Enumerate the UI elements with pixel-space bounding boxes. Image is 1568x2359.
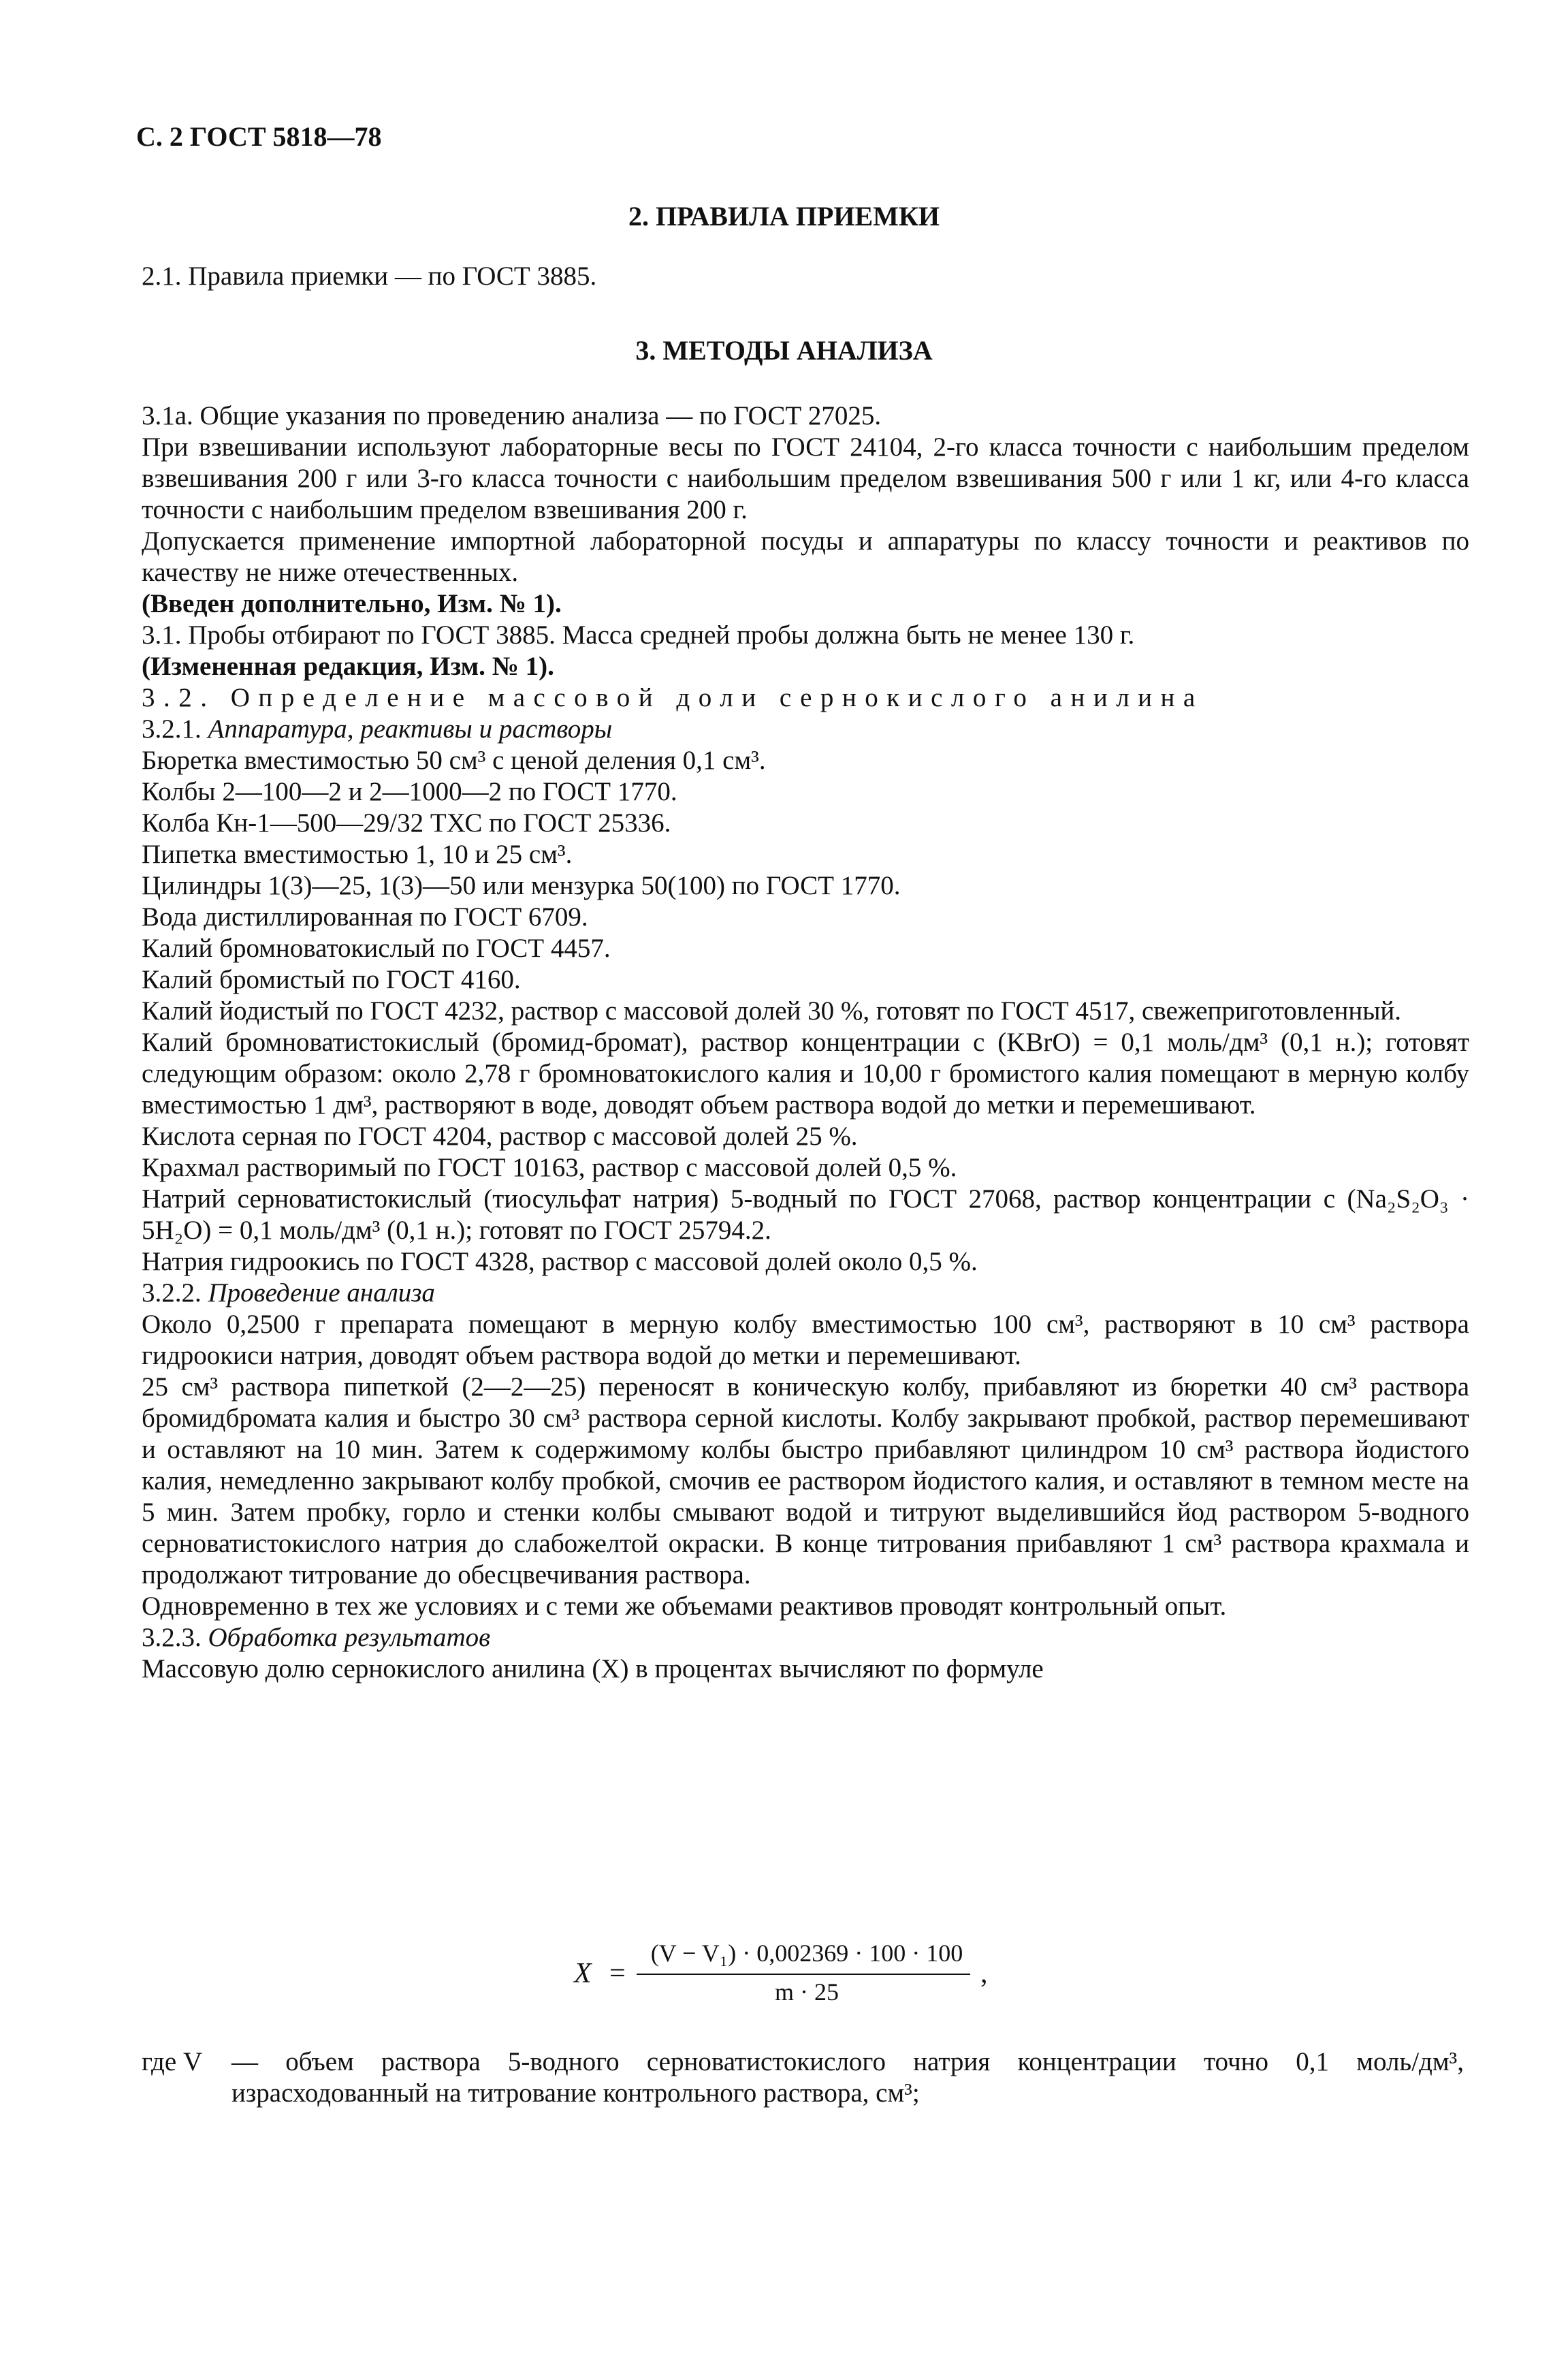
item-cylinders: Цилиндры 1(3)—25, 1(3)—50 или мензурка 50(100) по ГОСТ 1770.	[142, 871, 901, 900]
formula-equals: =	[609, 1958, 626, 1989]
item-starch: Крахмал растворимый по ГОСТ 10163, раствор с массовой долей 0,5 %.	[142, 1153, 957, 1182]
item-burette: Бюретка вместимостью 50 см³ с ценой деления 0,1 см³.	[142, 746, 766, 775]
where-label: где V	[142, 2047, 203, 2076]
section-2-title: 2. ПРАВИЛА ПРИЕМКИ	[628, 201, 940, 232]
where-definition	[231, 2046, 1464, 2109]
paragraph-3-2-heading: 3.2. Определение массовой доли сернокислого анилина	[142, 683, 1204, 712]
section-3-title: 3. МЕТОДЫ АНАЛИЗА	[635, 335, 933, 366]
paragraph-procedure-1: Около 0,2500 г препарата помещают в мерную колбу вместимостью 100 см³, растворяют в 10 см³ раствора гидроокиси натрия, доводят объем раствора водой до метки и перемешивают.	[142, 1310, 1469, 1370]
formula-fraction-bar	[637, 1974, 970, 1975]
item-pipette: Пипетка вместимостью 1, 10 и 25 см³.	[142, 840, 573, 869]
where-definition-text: — объем раствора 5-водного серноватистокислого натрия концентрации точно 0,1 моль/дм³, израсходованный на титрование контрольного раствора, см³;	[231, 2047, 1464, 2108]
subheading-3-2-2	[142, 1278, 1469, 1309]
subheading-3-2-1-number: 3.2.1.	[142, 714, 208, 744]
formula	[0, 1934, 1568, 2009]
subheading-3-2-3-title: Обработка результатов	[208, 1623, 491, 1652]
formula-numerator: (V − V₁) · 0,002369 · 100 · 100	[650, 1940, 963, 1967]
item-bromide-bromate: Калий бромноватистокислый (бромид-бромат), раствор концентрации c (KBrO) = 0,1 моль/дм³ (0,1 н.); готовят следующим образом: около 2,78 г бромноватокислого калия и 10,00 г бромистого калия помещают в мерную колбу вместимостью 1 дм³, растворяют в воде, доводят объем раствора водой до метки и перемешивают.	[142, 1028, 1469, 1120]
paragraph-3-1a: 3.1а. Общие указания по проведению анализа — по ГОСТ 27025.	[142, 401, 882, 430]
amendment-note-2: (Измененная редакция, Изм. № 1).	[142, 652, 554, 681]
subheading-3-2-1	[142, 714, 1469, 745]
section-2-body	[142, 261, 1469, 292]
paragraph-3-1: 3.1. Пробы отбирают по ГОСТ 3885. Масса средней пробы должна быть не менее 130 г.	[142, 620, 1135, 650]
subheading-3-2-3-number: 3.2.3.	[142, 1623, 208, 1652]
paragraph-control-test: Одновременно в тех же условиях и с теми же объемами реактивов проводят контрольный опыт.	[142, 1592, 1227, 1621]
paragraph-formula-intro: Массовую долю сернокислого анилина (X) в процентах вычисляют по формуле	[142, 1654, 1044, 1683]
item-potassium-iodide: Калий йодистый по ГОСТ 4232, раствор с массовой долей 30 %, готовят по ГОСТ 4517, свежеприготовленный.	[142, 996, 1402, 1026]
formula-denominator: m · 25	[775, 1978, 839, 2006]
subheading-3-2-2-number: 3.2.2.	[142, 1278, 208, 1308]
subheading-3-2-3	[142, 1622, 1469, 1653]
item-sodium-thiosulfate: Натрий серноватистокислый (тиосульфат натрия) 5-водный по ГОСТ 27068, раствор концентрации c (Na₂S₂O₃ · 5H₂O) = 0,1 моль/дм³ (0,1 н.); готовят по ГОСТ 25794.2.	[142, 1184, 1469, 1245]
formula-comma: ,	[980, 1958, 988, 1989]
subheading-3-2-1-title: Аппаратура, реактивы и растворы	[208, 714, 613, 744]
paragraph-imported: Допускается применение импортной лабораторной посуды и аппаратуры по классу точности и реактивов по качеству не ниже отечественных.	[142, 526, 1469, 587]
paragraph-2-1: 2.1. Правила приемки — по ГОСТ 3885.	[142, 262, 597, 291]
item-water: Вода дистиллированная по ГОСТ 6709.	[142, 902, 588, 932]
item-flasks: Колбы 2—100—2 и 2—1000—2 по ГОСТ 1770.	[142, 777, 677, 806]
paragraph-procedure-2: 25 см³ раствора пипеткой (2—2—25) переносят в коническую колбу, прибавляют из бюретки 40 см³ раствора бромидброматa калия и быстро 30 см³ раствора серной кислоты. Колбу закрывают пробкой, раствор перемешивают и оставляют на 10 мин. Затем к содержимому колбы быстро прибавляют цилиндром 10 см³ раствора йодистого калия, немедленно закрывают колбу пробкой, смочив ее раствором йодистого калия, и оставляют в темном месте на 5 мин. Затем пробку, горло и стенки колбы смывают водой и титруют выделившийся йод раствором 5-водного серноватистокислого натрия до слабожелтой окраски. В конце титрования прибавляют 1 см³ раствора крахмала и продолжают титрование до обесцвечивания раствора.	[142, 1372, 1469, 1589]
amendment-note-1: (Введен дополнительно, Изм. № 1).	[142, 589, 562, 618]
item-potassium-bromide: Калий бромистый по ГОСТ 4160.	[142, 965, 521, 994]
page-header: С. 2 ГОСТ 5818—78	[136, 121, 382, 152]
item-flask-kn: Колба Кн-1—500—29/32 ТХС по ГОСТ 25336.	[142, 808, 671, 838]
item-sulfuric-acid: Кислота серная по ГОСТ 4204, раствор с массовой долей 25 %.	[142, 1122, 858, 1151]
subheading-3-2-2-title: Проведение анализа	[208, 1278, 435, 1308]
item-sodium-hydroxide: Натрия гидроокись по ГОСТ 4328, раствор с массовой долей около 0,5 %.	[142, 1247, 978, 1276]
item-potassium-bromate: Калий бромноватокислый по ГОСТ 4457.	[142, 934, 611, 963]
section-3-body	[142, 400, 1469, 1685]
formula-lhs: X	[574, 1958, 592, 1989]
paragraph-weighing: При взвешивании используют лабораторные весы по ГОСТ 24104, 2-го класса точности с наибольшим пределом взвешивания 200 г или 3-го класса точности с наибольшим пределом взвешивания 500 г или 1 кг, или 4-го класса точности с наибольшим пределом взвешивания 200 г.	[142, 432, 1469, 524]
